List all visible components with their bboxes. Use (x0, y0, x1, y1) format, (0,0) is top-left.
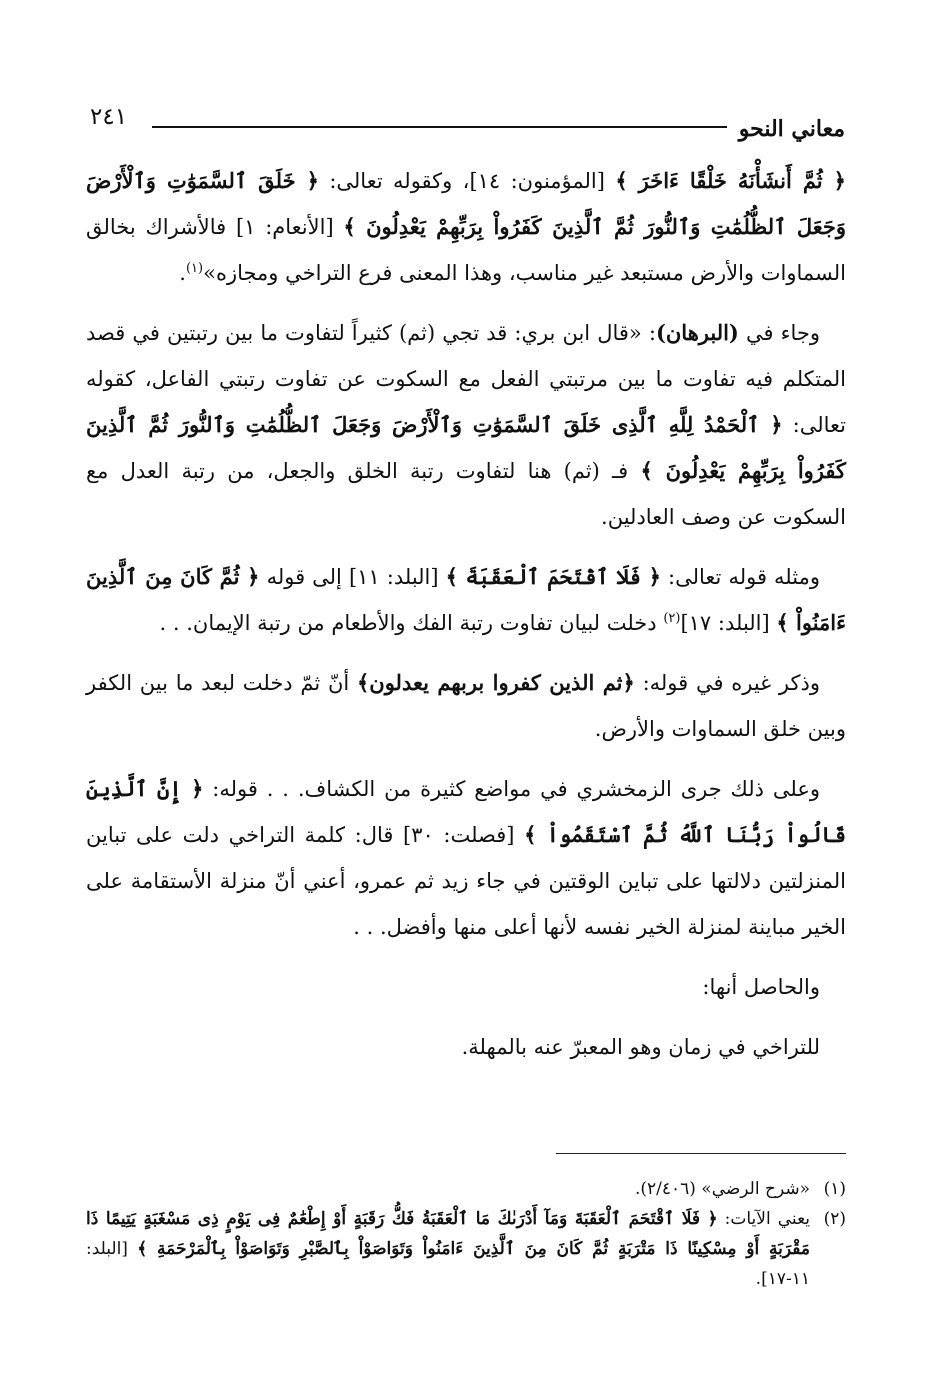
footnote-number: (١) (823, 1179, 846, 1199)
header-rule (152, 126, 727, 128)
quran-verse: ﴿ ٱلْحَمْدُ لِلَّهِ ٱلَّذِى خَلَقَ ٱلسَّمَوَٰتِ وَٱلْأَرْضَ وَجَعَلَ ٱلظُّلُمَٰتِ وَٱلنُّورَ ثُمَّ ٱلَّذِينَ كَفَرُواْ بِرَبِّهِمْ يَعْدِلُونَ ﴾ (86, 412, 846, 483)
paragraph-4: وذكر غيره في قوله: ﴿ثم الذين كفروا بربهم يعدلون﴾ أنّ ثمّ دخلت لبعد ما بين الكفر وبين خلق السماوات والأرض. (86, 670, 846, 741)
paragraph-3: ومثله قوله تعالى: ﴿ فَلَا ٱقْتَحَمَ ٱلْعَقَبَةَ ﴾ [البلد: ١١] إلى قوله ﴿ ثُمَّ كَانَ مِنَ ٱلَّذِينَ ءَامَنُواْ ﴾ [البلد: ١٧]$^{(٢)}$ دخلت لبيان تفاوت رتبة الفك والأطعام من رتبة الإيمان. . . (86, 564, 846, 635)
paragraph-1: ﴿ ثُمَّ أَنشَأْنَهُ خَلْقًا ءَاخَرَ ﴾ [المؤمنون: ١٤]، وكقوله تعالى: ﴿ خَلَقَ ٱلسَّمَوَٰتِ وَٱلْأَرْضَ وَجَعَلَ ٱلظُّلُمَٰتِ وَٱلنُّورَ ثُمَّ ٱلَّذِينَ كَفَرُواْ بِرَبِّهِمْ يَعْدِلُونَ ﴾ [الأنعام: ١] فالأشراك بخالق السماوات والأرض مستبعد غير مناسب، وهذا المعنى فرع التراخي ومجازه»$^{(١)}$. (86, 168, 846, 285)
quran-verse: ﴿ فَلَا ٱقْتَحَمَ ٱلْعَقَبَةَ وَمَآ أَدْرَىٰكَ مَا ٱلْعَقَبَةُ فَكُّ رَقَبَةٍ أَوْ إِطْعَٰمٌ فِى يَوْمٍ ذِى مَسْغَبَةٍ يَتِيمًا ذَا مَقْرَبَةٍ أَوْ مِسْكِينًا ذَا مَتْرَبَةٍ ثُمَّ كَانَ مِنَ ٱلَّذِينَ ءَامَنُواْ وَتَوَاصَوْاْ بِٱلصَّبْرِ وَتَوَاصَوْاْ بِٱلْمَرْحَمَةِ ﴾ (86, 1209, 810, 1259)
footnotes (86, 1174, 846, 1294)
footnote-number: (٢) (823, 1209, 846, 1229)
page-header (90, 100, 845, 144)
footnote-ref: (٢) (663, 611, 681, 626)
main-text (86, 158, 846, 1084)
quran-verse: ﴿ ثُمَّ أَنشَأْنَهُ خَلْقًا ءَاخَرَ ﴾ (615, 168, 846, 193)
footnote-text: «شرح الرضي» (٢/٤٠٦). (634, 1179, 810, 1199)
quran-verse: ﴿ ثُمَّ كَانَ مِنَ ٱلَّذِينَ ءَامَنُواْ ﴾ (86, 564, 846, 635)
footnote-2: (٢) يعني الآيات: ﴿ فَلَا ٱقْتَحَمَ ٱلْعَقَبَةَ وَمَآ أَدْرَىٰكَ مَا ٱلْعَقَبَةُ فَكُّ رَقَبَةٍ أَوْ إِطْعَٰمٌ فِى يَوْمٍ ذِى مَسْغَبَةٍ يَتِيمًا ذَا مَقْرَبَةٍ أَوْ مِسْكِينًا ذَا مَتْرَبَةٍ ثُمَّ كَانَ مِنَ ٱلَّذِينَ ءَامَنُواْ وَتَوَاصَوْاْ بِٱلصَّبْرِ وَتَوَاصَوْاْ بِٱلْمَرْحَمَةِ ﴾ [البلد: ١١-١٧]. (86, 1204, 846, 1294)
source-name: (البرهان) (655, 320, 739, 345)
quran-verse: ﴿ إِنَّ ٱلَّذِينَ قَالُواْ رَبُّنَا ٱللَّهُ ثُمَّ ٱسْتَقَمُواْ ﴾ (86, 776, 846, 847)
quran-verse: ﴿ خَلَقَ ٱلسَّمَوَٰتِ وَٱلْأَرْضَ وَجَعَلَ ٱلظُّلُمَٰتِ وَٱلنُّورَ ثُمَّ ٱلَّذِينَ كَفَرُواْ بِرَبِّهِمْ يَعْدِلُونَ ﴾ (86, 168, 846, 239)
paragraph-7: للتراخي في زمان وهو المعبرّ عنه بالمهلة. (461, 1035, 820, 1059)
footnote-separator (556, 1153, 846, 1154)
quran-verse: ﴿ فَلَا ٱقْتَحَمَ ٱلْعَقَبَةَ ﴾ (445, 564, 661, 589)
paragraph-6: والحاصل أنها: (702, 975, 820, 999)
quran-verse: ﴿ثم الذين كفروا بربهم يعدلون﴾ (356, 670, 635, 695)
footnote-ref: (١) (185, 261, 204, 276)
paragraph-5: وعلى ذلك جرى الزمخشري في مواضع كثيرة من الكشاف. . . قوله: ﴿ إِنَّ ٱلَّذِينَ قَالُواْ رَبُّنَا ٱللَّهُ ثُمَّ ٱسْتَقَمُواْ ﴾ [فصلت: ٣٠] قال: كلمة التراخي دلت على تباين المنزلتين دلالتها على تباين الوقتين في جاء زيد ثم عمرو، أعني أنّ منزلة الأستقامة على الخير مباينة لمنزلة الخير نفسه لأنها أعلى منها وأفضل. . . (86, 776, 846, 939)
paragraph-2: وجاء في (البرهان): «قال ابن بري: قد تجي (ثم) كثيراً لتفاوت ما بين رتبتين في قصد المتكلم فيه تفاوت ما بين مرتبتي الفعل مع السكوت عن تفاوت رتبتي الفاعل، كقوله تعالى: ﴿ ٱلْحَمْدُ لِلَّهِ ٱلَّذِى خَلَقَ ٱلسَّمَوَٰتِ وَٱلْأَرْضَ وَجَعَلَ ٱلظُّلُمَٰتِ وَٱلنُّورَ ثُمَّ ٱلَّذِينَ كَفَرُواْ بِرَبِّهِمْ يَعْدِلُونَ ﴾ فـ (ثم) هنا لتفاوت رتبة الخلق والجعل، من رتبة العدل مع السكوت عن وصف العادلين. (86, 320, 846, 529)
footnote-1 (86, 1174, 846, 1204)
running-title: معاني النحو (738, 116, 845, 142)
page-number: ٢٤١ (90, 104, 128, 130)
